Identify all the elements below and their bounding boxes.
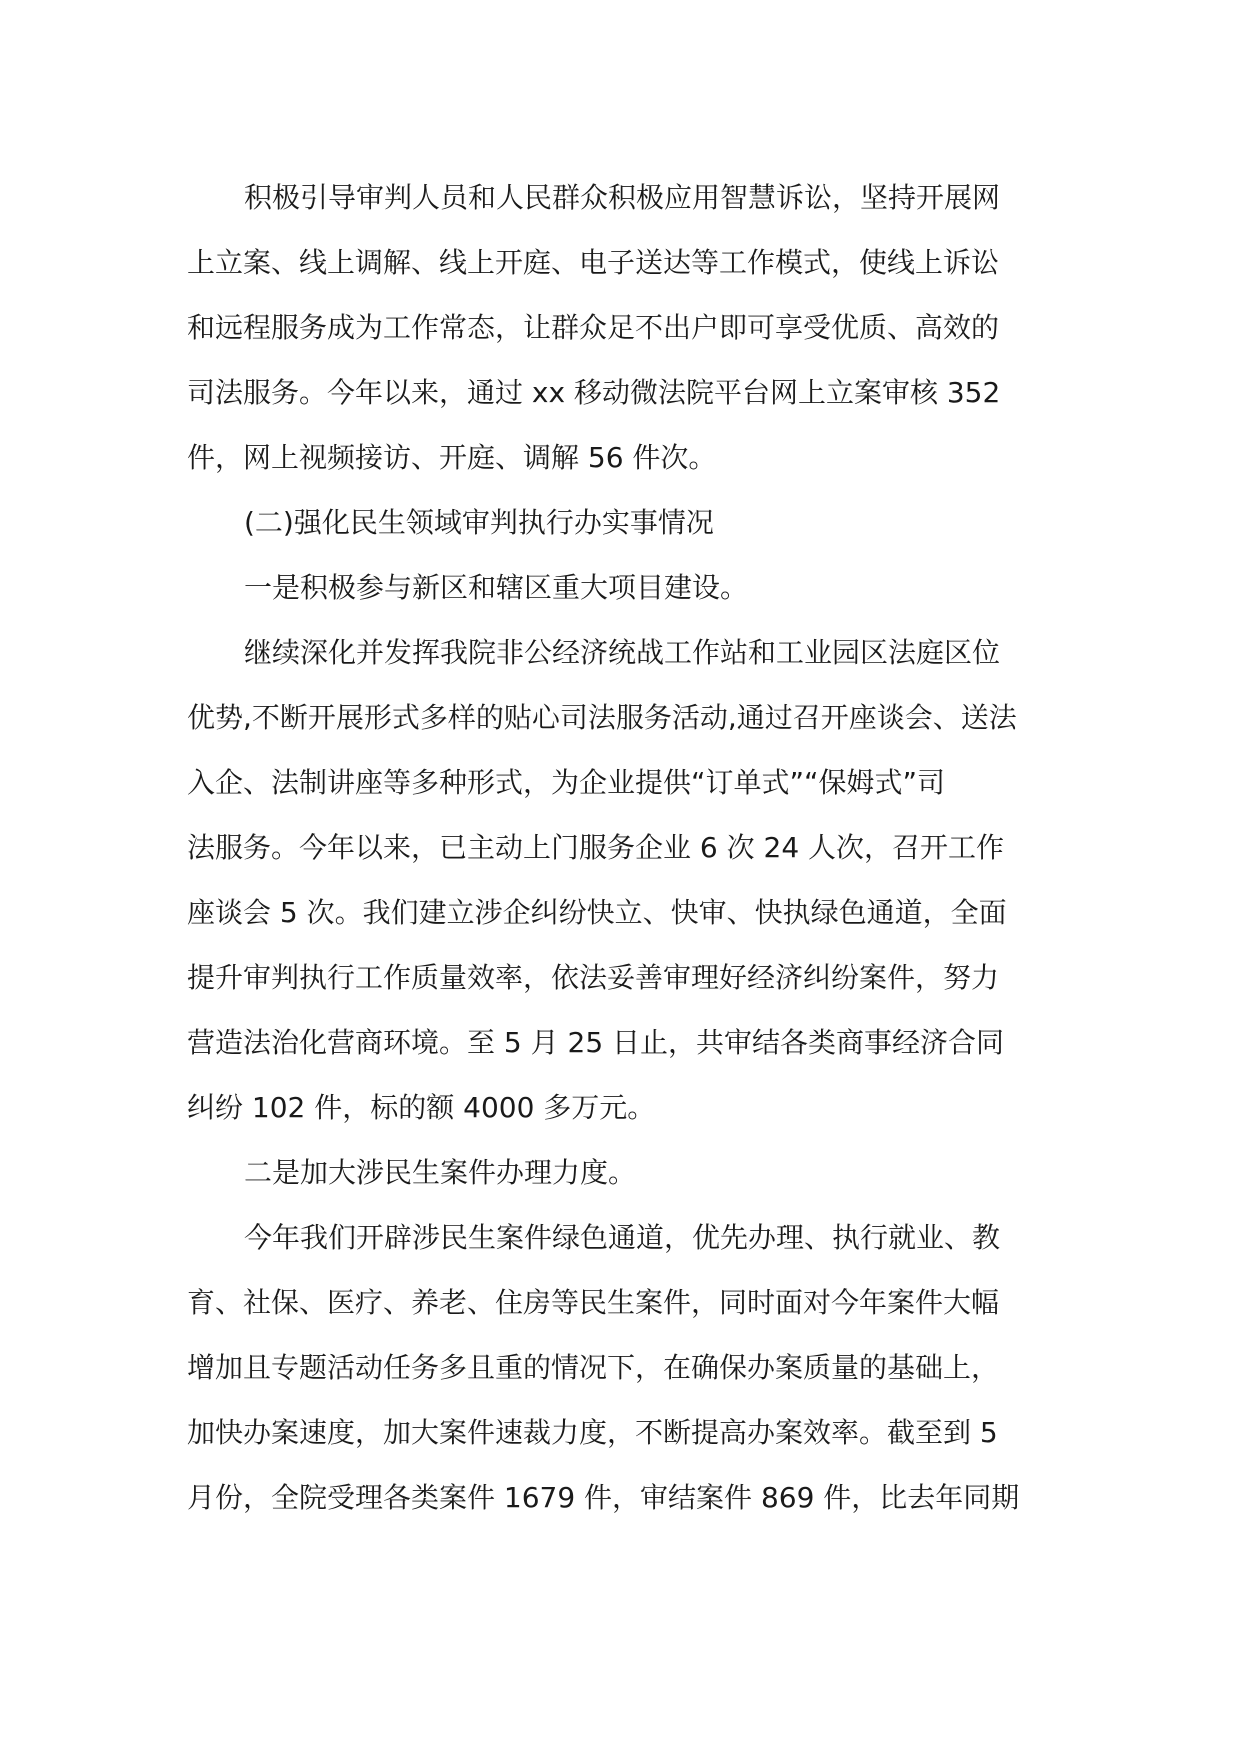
subheading-line: 二是加大涉民生案件办理力度。 bbox=[244, 1156, 637, 1189]
text-line: 纠纷 102 件，标的额 4000 多万元。 bbox=[187, 1091, 656, 1124]
text-line: 入企、法制讲座等多种形式，为企业提供“订单式”“保姆式”司 bbox=[187, 766, 946, 799]
text-line: 营造法治化营商环境。至 5 月 25 日止，共审结各类商事经济合同 bbox=[187, 1026, 1005, 1059]
paragraph-online-litigation bbox=[187, 165, 1057, 490]
document-body bbox=[187, 165, 1057, 1530]
text-line: 加快办案速度，加大案件速裁力度，不断提高办案效率。截至到 5 bbox=[187, 1416, 998, 1449]
section-heading bbox=[187, 490, 1057, 555]
text-line: 上立案、线上调解、线上开庭、电子送达等工作模式，使线上诉讼 bbox=[187, 246, 1000, 279]
text-line: 司法服务。今年以来，通过 xx 移动微法院平台网上立案审核 352 bbox=[187, 376, 1001, 409]
text-line: 提升审判执行工作质量效率，依法妥善审理好经济纠纷案件，努力 bbox=[187, 961, 1000, 994]
subheading-two bbox=[187, 1140, 1057, 1205]
paragraph-livelihood-cases bbox=[187, 1205, 1057, 1530]
subheading-one bbox=[187, 555, 1057, 620]
heading-line: (二)强化民生领域审判执行办实事情况 bbox=[244, 506, 714, 539]
text-line: 优势,不断开展形式多样的贴心司法服务活动,通过召开座谈会、送法 bbox=[187, 701, 1017, 734]
text-line: 和远程服务成为工作常态，让群众足不出户即可享受优质、高效的 bbox=[187, 311, 1000, 344]
text-line: 积极引导审判人员和人民群众积极应用智慧诉讼，坚持开展网 bbox=[244, 181, 1001, 214]
text-line: 月份，全院受理各类案件 1679 件，审结案件 869 件，比去年同期 bbox=[187, 1481, 1020, 1514]
text-line: 法服务。今年以来，已主动上门服务企业 6 次 24 人次，召开工作 bbox=[187, 831, 1005, 864]
text-line: 育、社保、医疗、养老、住房等民生案件，同时面对今年案件大幅 bbox=[187, 1286, 1000, 1319]
text-line: 增加且专题活动任务多且重的情况下，在确保办案质量的基础上， bbox=[187, 1351, 1000, 1384]
text-line: 座谈会 5 次。我们建立涉企纠纷快立、快审、快执绿色通道，全面 bbox=[187, 896, 1007, 929]
text-line: 继续深化并发挥我院非公经济统战工作站和工业园区法庭区位 bbox=[244, 636, 1001, 669]
paragraph-enterprise-services bbox=[187, 620, 1057, 1140]
text-line: 今年我们开辟涉民生案件绿色通道，优先办理、执行就业、教 bbox=[244, 1221, 1001, 1254]
subheading-line: 一是积极参与新区和辖区重大项目建设。 bbox=[244, 571, 749, 604]
text-line: 件，网上视频接访、开庭、调解 56 件次。 bbox=[187, 441, 717, 474]
